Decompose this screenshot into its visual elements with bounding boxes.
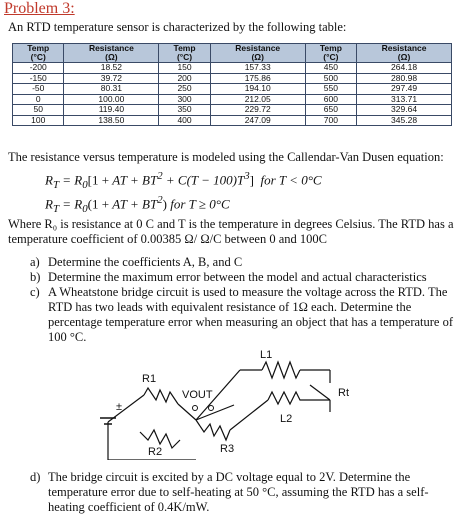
table-row <box>13 115 452 126</box>
table-cell: 600 <box>305 94 356 105</box>
equation-2: $R_T = R_0(1$ + AT + $BT^2$) for T ≥ 0°C <box>45 194 230 215</box>
label-rt: Rt <box>338 387 349 399</box>
table-cell: 194.10 <box>210 84 305 95</box>
label-l1: L1 <box>260 349 273 361</box>
label-r3: R3 <box>220 443 235 455</box>
list-item: c) A Wheatstone bridge circuit is used to measure the voltage across the RTD. The RTD has two leads with equivalent resistance of 1Ω each. Determine the percentage temperature error when measuring an object that has a temperature of 100 °C. <box>30 285 454 344</box>
table-cell: 500 <box>305 73 356 84</box>
table-cell: 200 <box>159 73 210 84</box>
table-cell: 175.86 <box>210 73 305 84</box>
table-cell: 100.00 <box>64 94 159 105</box>
table-cell: 80.31 <box>64 84 159 95</box>
list-item: b) Determine the maximum error between the model and actual characteristics <box>30 270 427 284</box>
table-cell: 138.50 <box>64 115 159 126</box>
table-cell: 150 <box>159 63 210 74</box>
table-cell: 450 <box>305 63 356 74</box>
header-cell: Resistance (Ω) <box>357 44 452 63</box>
table-row <box>13 94 452 105</box>
list-item: a) Determine the coefficients A, B, and C <box>30 255 243 269</box>
label-r2: R2 <box>148 446 163 458</box>
table-cell: 300 <box>159 94 210 105</box>
label-l2: L2 <box>280 413 293 425</box>
table-cell: 345.28 <box>357 115 452 126</box>
table-cell: 229.72 <box>210 105 305 116</box>
table-cell: 119.40 <box>64 105 159 116</box>
where-text: Where R₀ is resistance at 0 C and T is the temperature in degrees Celsius. The RTD has a temperature coefficient of 0.00385 Ω/ Ω/C between 0 and 100C <box>8 217 454 246</box>
table-cell: 157.33 <box>210 63 305 74</box>
table-cell: 100 <box>13 115 64 126</box>
rtd-table <box>12 43 452 126</box>
intro-text: An RTD temperature sensor is characterized by the following table: <box>8 20 347 34</box>
table-cell: -150 <box>13 73 64 84</box>
table-row <box>13 84 452 95</box>
table-cell: 297.49 <box>357 84 452 95</box>
table-cell: -50 <box>13 84 64 95</box>
table-cell: 247.09 <box>210 115 305 126</box>
header-cell: Temp (°C) <box>13 44 64 63</box>
supply-sign: ± <box>116 401 123 413</box>
table-row <box>13 73 452 84</box>
table-cell: -200 <box>13 63 64 74</box>
table-cell: 50 <box>13 105 64 116</box>
wheatstone-bridge-diagram <box>100 340 390 460</box>
table-cell: 329.64 <box>357 105 452 116</box>
table-cell: 250 <box>159 84 210 95</box>
equation-1: $R_T = R_0[1$ + AT + $BT^2 + C(T - 100)T^3$] for T < 0°C <box>45 170 322 191</box>
header-cell: Temp (°C) <box>305 44 356 63</box>
table-body <box>13 63 452 126</box>
header-cell: Resistance (Ω) <box>64 44 159 63</box>
table-cell: 350 <box>159 105 210 116</box>
problem-title: Problem 3: <box>4 0 75 17</box>
table-cell: 700 <box>305 115 356 126</box>
model-text: The resistance versus temperature is modeled using the Callendar-Van Dusen equation: <box>8 150 444 164</box>
table-cell: 264.18 <box>357 63 452 74</box>
table-cell: 18.52 <box>64 63 159 74</box>
table-row <box>13 63 452 74</box>
table-header-row <box>13 44 452 63</box>
table-cell: 0 <box>13 94 64 105</box>
table-cell: 212.05 <box>210 94 305 105</box>
table-cell: 313.71 <box>357 94 452 105</box>
table-cell: 550 <box>305 84 356 95</box>
table-cell: 280.98 <box>357 73 452 84</box>
table-row <box>13 105 452 116</box>
label-r1: R1 <box>142 373 157 385</box>
header-cell: Temp (°C) <box>159 44 210 63</box>
header-cell: Resistance (Ω) <box>210 44 305 63</box>
table-cell: 650 <box>305 105 356 116</box>
list-item: d) The bridge circuit is excited by a DC voltage equal to 2V. Determine the temperature error due to self-heating at 50 °C, assuming the RTD has a self-heating coefficient of 0.4K/mW. <box>30 470 429 514</box>
table-cell: 400 <box>159 115 210 126</box>
table-cell: 39.72 <box>64 73 159 84</box>
label-vout: VOUT <box>182 389 213 401</box>
